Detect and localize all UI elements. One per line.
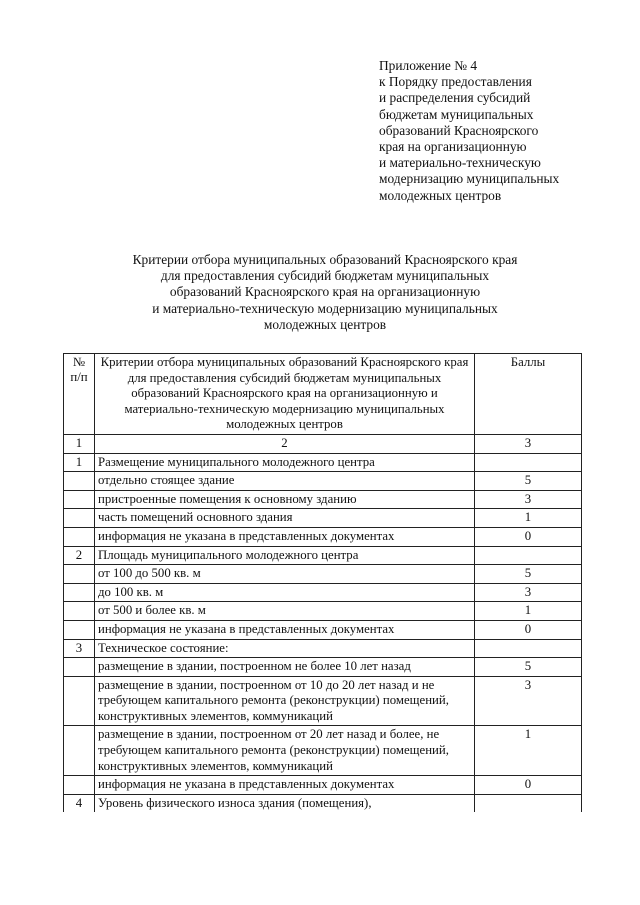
col-number-2: 2 xyxy=(95,434,475,453)
table-body xyxy=(64,453,582,812)
table-row xyxy=(64,658,582,677)
row-criterion: информация не указана в представленных документах xyxy=(95,620,475,639)
row-criterion: Уровень физического износа здания (помещения), xyxy=(95,794,475,812)
row-points: 3 xyxy=(475,676,582,726)
table-row xyxy=(64,776,582,795)
row-points: 3 xyxy=(475,583,582,602)
appendix-line: к Порядку предоставления xyxy=(379,74,532,90)
row-number xyxy=(64,583,95,602)
row-number xyxy=(64,527,95,546)
table-row xyxy=(64,639,582,658)
appendix-line: края на организационную xyxy=(379,139,527,155)
row-number: 2 xyxy=(64,546,95,565)
row-criterion: Размещение муниципального молодежного центра xyxy=(95,453,475,472)
title-line: образований Красноярского края на организационную xyxy=(169,284,481,300)
title-line: для предоставления субсидий бюджетам муниципальных xyxy=(160,268,490,284)
row-number xyxy=(64,620,95,639)
appendix-line: Приложение № 4 xyxy=(379,58,478,73)
table-row xyxy=(64,676,582,726)
row-criterion: Площадь муниципального молодежного центра xyxy=(95,546,475,565)
row-points: 3 xyxy=(475,490,582,509)
row-points: 0 xyxy=(475,527,582,546)
appendix-line: и материально-техническую xyxy=(379,155,541,171)
appendix-line: молодежных центров xyxy=(379,187,502,203)
row-number xyxy=(64,676,95,726)
header-points: Баллы xyxy=(475,354,582,435)
row-criterion: размещение в здании, построенном от 10 до 20 лет назад и не требующем капитального ремонта (реконструкции) помещений, конструктивных элементов, коммуникаций xyxy=(95,676,475,726)
header-num: № п/п xyxy=(64,354,95,435)
row-criterion: от 100 до 500 кв. м xyxy=(95,565,475,584)
col-number-1: 1 xyxy=(64,434,95,453)
row-criterion: до 100 кв. м xyxy=(95,583,475,602)
row-number xyxy=(64,776,95,795)
row-number: 1 xyxy=(64,453,95,472)
row-number: 3 xyxy=(64,639,95,658)
appendix-line: модернизацию муниципальных xyxy=(379,171,560,187)
row-number xyxy=(64,565,95,584)
row-criterion: часть помещений основного здания xyxy=(95,509,475,528)
column-numbers-row xyxy=(64,434,582,453)
table-row xyxy=(64,509,582,528)
table-row xyxy=(64,546,582,565)
appendix-line: и распределения субсидий xyxy=(379,90,531,106)
row-points xyxy=(475,639,582,658)
title-line: молодежных центров xyxy=(263,316,387,332)
row-criterion: информация не указана в представленных документах xyxy=(95,776,475,795)
row-number xyxy=(64,490,95,509)
row-points xyxy=(475,453,582,472)
table-row xyxy=(64,565,582,584)
row-number xyxy=(64,509,95,528)
table-row xyxy=(64,602,582,621)
row-points xyxy=(475,546,582,565)
row-number xyxy=(64,602,95,621)
row-criterion: отдельно стоящее здание xyxy=(95,472,475,491)
row-criterion: пристроенные помещения к основному зданию xyxy=(95,490,475,509)
col-number-3: 3 xyxy=(475,434,582,453)
table-row xyxy=(64,527,582,546)
table-row xyxy=(64,453,582,472)
table-row xyxy=(64,726,582,776)
row-points: 5 xyxy=(475,472,582,491)
title-line: Критерии отбора муниципальных образований Красноярского края xyxy=(132,252,518,267)
table-row xyxy=(64,490,582,509)
row-criterion: информация не указана в представленных документах xyxy=(95,527,475,546)
appendix-note xyxy=(379,58,629,204)
header-criteria: Критерии отбора муниципальных образований Красноярского края для предоставления субсидий бюджетам муниципальных образований Красноярского края на организационную и материально-техническую модернизацию муниципальных молодежных центров xyxy=(95,354,475,435)
row-points: 0 xyxy=(475,776,582,795)
row-number xyxy=(64,658,95,677)
row-points: 1 xyxy=(475,509,582,528)
row-number xyxy=(64,472,95,491)
row-number xyxy=(64,726,95,776)
table-row xyxy=(64,620,582,639)
row-points: 1 xyxy=(475,726,582,776)
row-criterion: размещение в здании, построенном не более 10 лет назад xyxy=(95,658,475,677)
appendix-line: образований Красноярского xyxy=(379,122,539,138)
row-points: 0 xyxy=(475,620,582,639)
row-points: 1 xyxy=(475,602,582,621)
title-line: и материально-техническую модернизацию муниципальных xyxy=(152,300,498,316)
row-criterion: от 500 и более кв. м xyxy=(95,602,475,621)
row-criterion: Техническое состояние: xyxy=(95,639,475,658)
row-criterion: размещение в здании, построенном от 20 лет назад и более, не требующем капитального ремонта (реконструкции) помещений, конструктивных элементов, коммуникаций xyxy=(95,726,475,776)
table-row xyxy=(64,794,582,812)
criteria-table xyxy=(63,353,582,812)
row-points: 5 xyxy=(475,565,582,584)
table-row xyxy=(64,472,582,491)
row-number: 4 xyxy=(64,794,95,812)
table-row xyxy=(64,583,582,602)
row-points xyxy=(475,794,582,812)
document-title xyxy=(70,252,580,333)
row-points: 5 xyxy=(475,658,582,677)
table-header-row xyxy=(64,354,582,435)
appendix-line: бюджетам муниципальных xyxy=(379,106,534,122)
